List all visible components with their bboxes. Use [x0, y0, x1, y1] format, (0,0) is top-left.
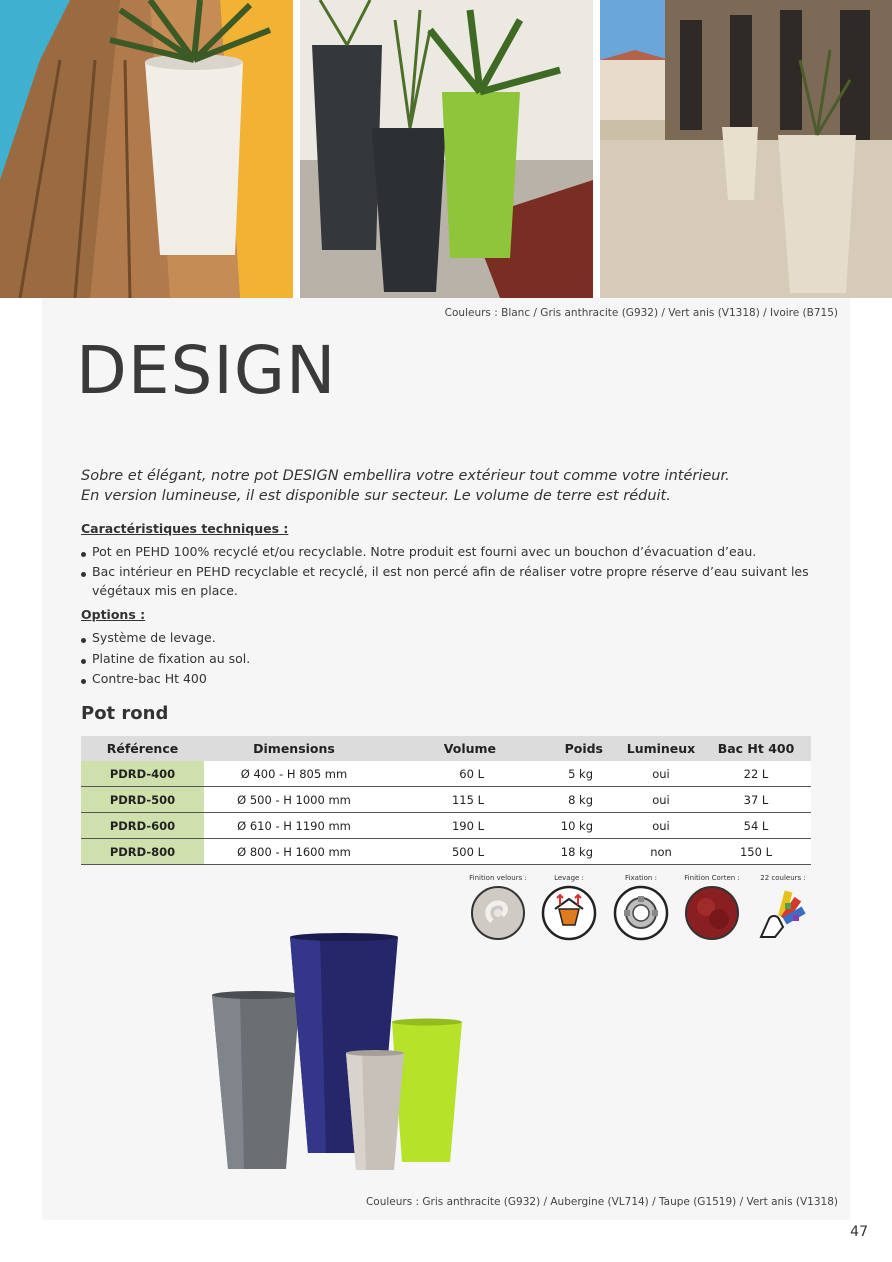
cell-weight: 8 kg [526, 787, 621, 813]
feature-label: 22 couleurs : [760, 874, 806, 882]
feature-label: Levage : [554, 874, 584, 882]
cell-lumineux: oui [621, 761, 701, 787]
cell-volume: 115 L [384, 787, 526, 813]
list-item: Pot en PEHD 100% recyclé et/ou recyclable. Notre produit est fourni avec un bouchon d’évacuation d’eau. [81, 542, 821, 562]
product-color-caption: Couleurs : Gris anthracite (G932) / Aubergine (VL714) / Taupe (G1519) / Vert anis (V1318) [365, 1196, 838, 1208]
cell-reference: PDRD-400 [81, 761, 204, 787]
col-header-lumineux: Lumineux [621, 736, 701, 761]
feature-label: Finition velours : [469, 874, 527, 882]
options-heading: Options : [81, 607, 146, 622]
cell-lumineux: oui [621, 813, 701, 839]
photo-color-caption: Couleurs : Blanc / Gris anthracite (G932) / Vert anis (V1318) / Ivoire (B715) [444, 307, 838, 319]
table-header-row [81, 736, 811, 761]
intro-line: En version lumineuse, il est disponible sur secteur. Le volume de terre est réduit. [81, 488, 671, 504]
cell-bac: 54 L [701, 813, 811, 839]
table-row [81, 787, 811, 813]
cell-reference: PDRD-600 [81, 813, 204, 839]
feature-corten [677, 873, 747, 941]
cell-reference: PDRD-500 [81, 787, 204, 813]
photo-white-pot-poolside [0, 0, 293, 298]
tech-specs-heading: Caractéristiques techniques : [81, 521, 289, 536]
col-header-volume: Volume [384, 736, 526, 761]
feature-colors [748, 873, 818, 941]
cell-bac: 37 L [701, 787, 811, 813]
cell-lumineux: oui [621, 787, 701, 813]
cell-weight: 10 kg [526, 813, 621, 839]
cell-volume: 60 L [384, 761, 526, 787]
photo-ivory-pots-courtyard [600, 0, 892, 298]
list-item: Platine de fixation au sol. [81, 649, 821, 670]
list-item: Contre-bac Ht 400 [81, 669, 821, 690]
cell-dimensions: Ø 610 - H 1190 mm [204, 813, 384, 839]
color-swatch-icon [753, 885, 813, 941]
page-number: 47 [850, 1224, 868, 1240]
intro-line: Sobre et élégant, notre pot DESIGN embellira votre extérieur tout comme votre intérieur. [81, 468, 730, 484]
table-title: Pot rond [81, 703, 169, 724]
lifting-system-icon [541, 885, 597, 941]
cell-lumineux: non [621, 839, 701, 865]
spec-table [81, 736, 811, 865]
product-photo-pot-range [200, 925, 480, 1185]
feature-fixation [606, 873, 676, 941]
floor-fixation-icon [613, 885, 669, 941]
col-header-reference: Référence [81, 736, 204, 761]
feature-label: Fixation : [625, 874, 657, 882]
cell-bac: 150 L [701, 839, 811, 865]
cell-dimensions: Ø 500 - H 1000 mm [204, 787, 384, 813]
cell-weight: 5 kg [526, 761, 621, 787]
cell-dimensions: Ø 400 - H 805 mm [204, 761, 384, 787]
col-header-bac: Bac Ht 400 [701, 736, 811, 761]
list-item: Système de levage. [81, 628, 821, 649]
list-item: Bac intérieur en PEHD recyclable et recyclé, il est non percé afin de réaliser votre propre réserve d’eau suivant les végétaux mis en place. [81, 562, 821, 601]
feature-levage [534, 873, 604, 941]
table-row [81, 813, 811, 839]
feature-label: Finition Corten : [684, 874, 740, 882]
options-list [81, 628, 821, 690]
col-header-weight: Poids [526, 736, 621, 761]
tech-specs-list [81, 542, 821, 601]
corten-texture-icon [684, 885, 740, 941]
cell-volume: 500 L [384, 839, 526, 865]
page-title: DESIGN [76, 332, 337, 409]
table-row [81, 761, 811, 787]
cell-bac: 22 L [701, 761, 811, 787]
cell-volume: 190 L [384, 813, 526, 839]
intro-text [81, 466, 841, 506]
cell-weight: 18 kg [526, 839, 621, 865]
table-row [81, 839, 811, 865]
photo-black-and-green-pots [300, 0, 593, 298]
cell-reference: PDRD-800 [81, 839, 204, 865]
col-header-dimensions: Dimensions [204, 736, 384, 761]
cell-dimensions: Ø 800 - H 1600 mm [204, 839, 384, 865]
